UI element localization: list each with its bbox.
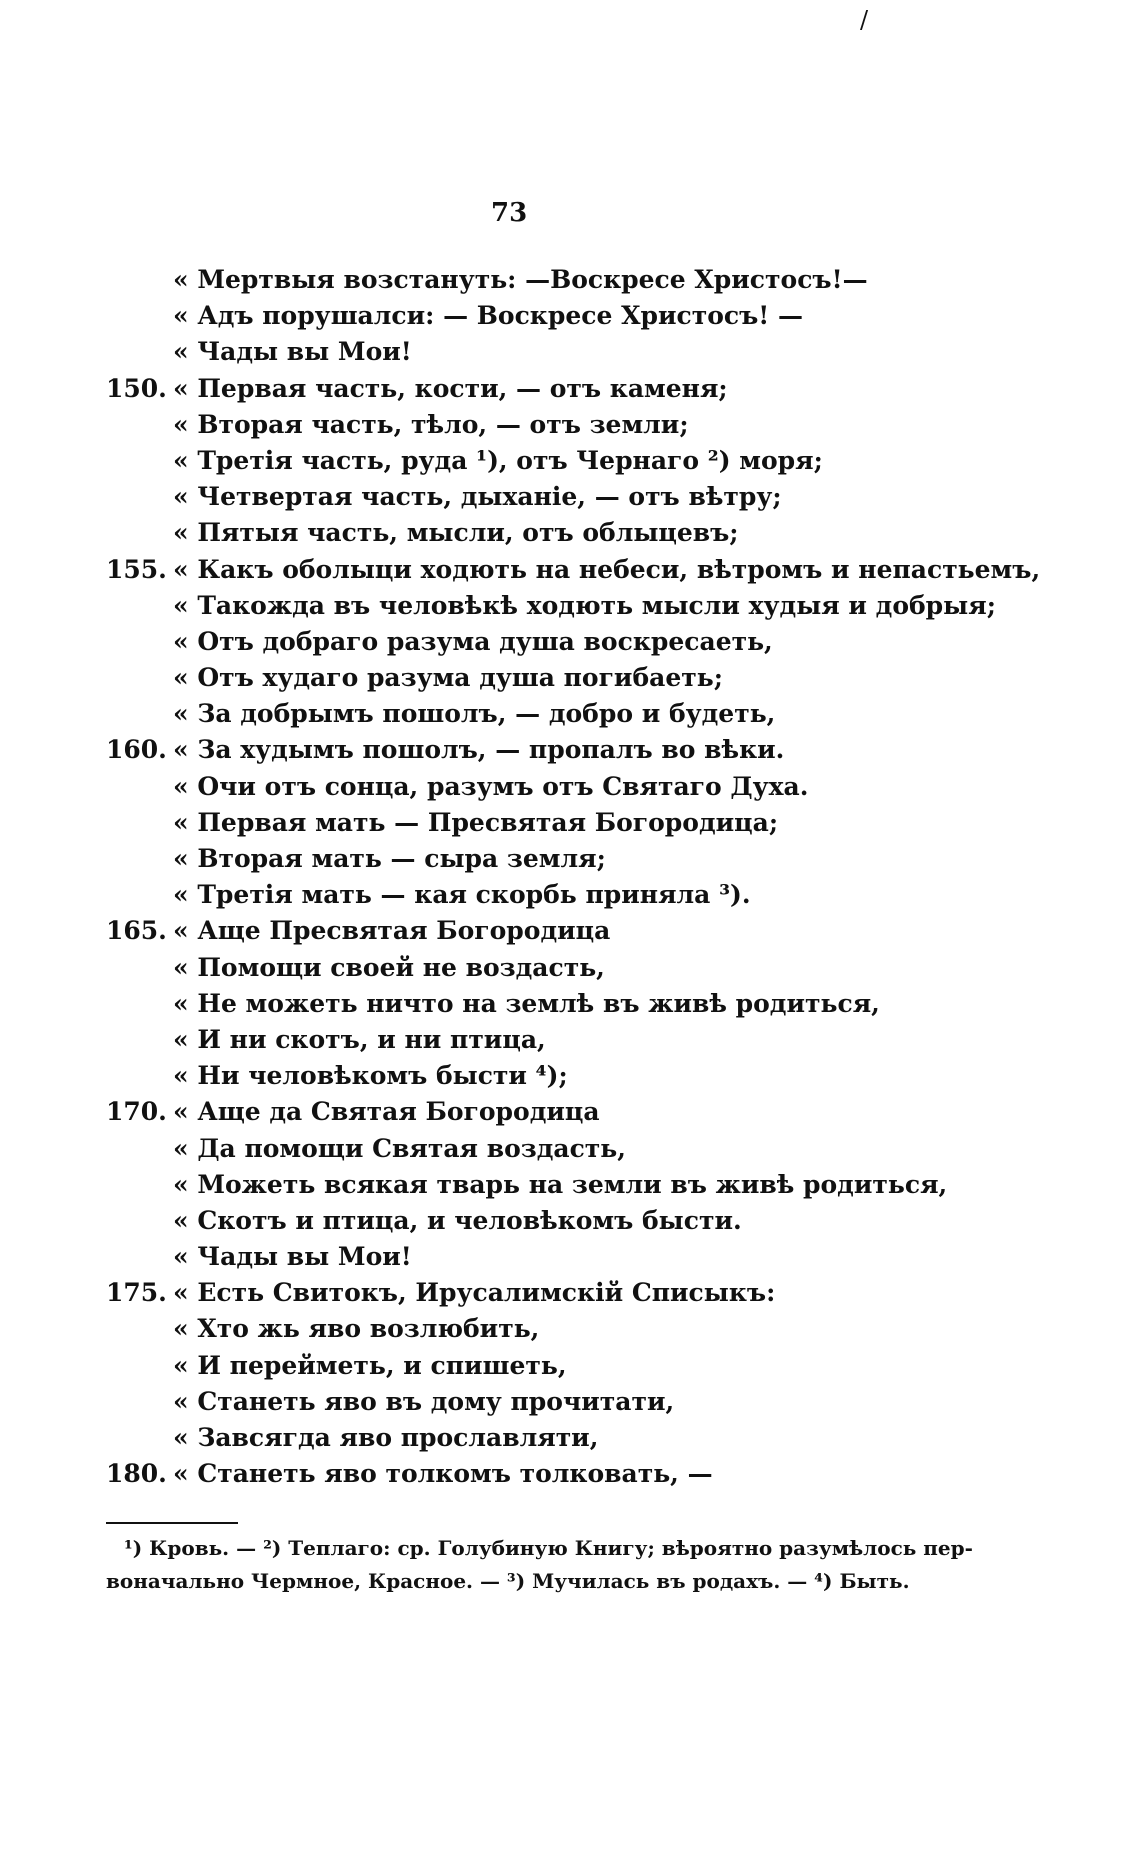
verse-line-text: « Завсягда яво прославляти,	[173, 1423, 599, 1452]
verse-line	[0, 479, 1140, 515]
verse-line	[0, 407, 1140, 443]
verse-line-number: 165.	[106, 916, 167, 946]
verse-line-text: « Первая часть, кости, — отъ каменя;	[173, 373, 728, 403]
verse-line-text: « Скотъ и птица, и человѣкомъ бысти.	[173, 1205, 742, 1235]
verse-line	[0, 1384, 1140, 1420]
verse-line-text: « Отъ худаго разума душа погибаеть;	[173, 663, 723, 693]
verse-block	[0, 262, 1140, 1492]
verse-line-text: « И ни скотъ, и ни птица,	[173, 1024, 546, 1054]
verse-line-number: 170.	[106, 1097, 167, 1127]
verse-line	[0, 1456, 1140, 1492]
verse-line	[0, 1348, 1140, 1384]
verse-line-text: « Аще да Святая Богородица	[173, 1097, 600, 1127]
verse-line	[0, 986, 1140, 1022]
verse-line-text: « Помощи своей не воздасть,	[173, 952, 605, 982]
verse-line-text: « Да помощи Святая воздасть,	[173, 1133, 626, 1163]
verse-line	[0, 950, 1140, 986]
verse-line	[0, 841, 1140, 877]
verse-line	[0, 443, 1140, 479]
verse-line-text: « Третія мать — кая скорбь приняла ³).	[173, 880, 751, 910]
verse-line-text: « Вторая часть, тѣло, — отъ земли;	[173, 409, 689, 439]
verse-line-text: « Хто жь яво возлюбить,	[173, 1314, 540, 1344]
corner-mark: /	[860, 6, 869, 34]
footnote-divider	[106, 1522, 238, 1524]
verse-line-text: « Третія часть, руда ¹), отъ Чернаго ²) моря;	[173, 445, 823, 475]
verse-line-text: « Чады вы Мои!	[173, 337, 412, 367]
verse-line-text: « Четвертая часть, дыханіе, — отъ вѣтру;	[173, 482, 782, 512]
verse-line-text: « За добрымъ пошолъ, — добро и будеть,	[173, 699, 776, 729]
verse-line-number: 155.	[106, 554, 167, 584]
verse-line-text: « Не можеть ничто на землѣ въ живѣ родиться,	[173, 988, 880, 1018]
verse-line-text: « И перейметь, и спишеть,	[173, 1350, 567, 1380]
verse-line-text: « Какъ оболыци ходють на небеси, вѣтромъ и непастьемъ,	[173, 554, 1041, 584]
verse-line-text: « Мертвыя возстануть: —Воскресе Христосъ!—	[173, 265, 868, 294]
verse-line-text: « Аще Пресвятая Богородица	[173, 916, 611, 946]
verse-line-text: « Есть Свитокъ, Ирусалимскій Списыкъ:	[173, 1278, 776, 1308]
verse-line	[0, 696, 1140, 732]
verse-line-text: « Отъ добраго разума душа воскресаеть,	[173, 626, 773, 656]
verse-line	[0, 1094, 1140, 1130]
verse-line-text: « Пятыя часть, мысли, отъ облыцевъ;	[173, 518, 739, 548]
verse-line	[0, 1275, 1140, 1311]
verse-line	[0, 660, 1140, 696]
verse-line-number: 180.	[106, 1459, 167, 1489]
verse-line-text: « За худымъ пошолъ, — пропалъ во вѣки.	[173, 735, 785, 765]
footnote-line-2: воначально Чермное, Красное. — ³) Мучилась въ родахъ. — ⁴) Быть.	[106, 1569, 910, 1593]
verse-line	[0, 913, 1140, 949]
verse-line	[0, 552, 1140, 588]
verse-line-text: « Адъ порушалси: — Воскресе Христосъ! —	[173, 301, 803, 331]
verse-line-text: « Чады вы Мои!	[173, 1242, 412, 1272]
verse-line-text: « Ни человѣкомъ бысти ⁴);	[173, 1061, 568, 1091]
verse-line-text: « Станеть яво въ дому прочитати,	[173, 1386, 675, 1416]
verse-line	[0, 1420, 1140, 1456]
verse-line	[0, 1131, 1140, 1167]
verse-line-text: « Первая мать — Пресвятая Богородица;	[173, 807, 779, 837]
verse-line-text: « Такожда въ человѣкѣ ходють мысли худыя и добрыя;	[173, 590, 996, 620]
verse-line-number: 160.	[106, 735, 167, 765]
verse-line	[0, 1203, 1140, 1239]
verse-line	[0, 877, 1140, 913]
verse-line	[0, 298, 1140, 334]
verse-line	[0, 624, 1140, 660]
verse-line-text: « Вторая мать — сыра земля;	[173, 844, 606, 873]
verse-line	[0, 334, 1140, 370]
verse-line	[0, 262, 1140, 298]
verse-line	[0, 515, 1140, 551]
verse-line	[0, 371, 1140, 407]
verse-line-text: « Очи отъ сонца, разумъ отъ Святаго Духа.	[173, 771, 809, 801]
verse-line-number: 175.	[106, 1278, 167, 1308]
verse-line	[0, 732, 1140, 768]
verse-line	[0, 588, 1140, 624]
verse-line	[0, 1022, 1140, 1058]
footnotes	[106, 1532, 973, 1598]
verse-line	[0, 1311, 1140, 1347]
page-number: 73	[491, 198, 528, 228]
verse-line-number: 150.	[106, 373, 167, 403]
verse-line-text: « Станеть яво толкомъ толковать, —	[173, 1459, 713, 1489]
verse-line	[0, 769, 1140, 805]
verse-line	[0, 1167, 1140, 1203]
verse-line	[0, 1058, 1140, 1094]
verse-line	[0, 1239, 1140, 1275]
footnote-line-1: ¹) Кровь. — ²) Теплаго: ср. Голубиную Книгу; вѣроятно разумѣлось пер-	[124, 1536, 973, 1560]
verse-line	[0, 805, 1140, 841]
verse-line-text: « Можеть всякая тварь на земли въ живѣ родиться,	[173, 1169, 948, 1199]
